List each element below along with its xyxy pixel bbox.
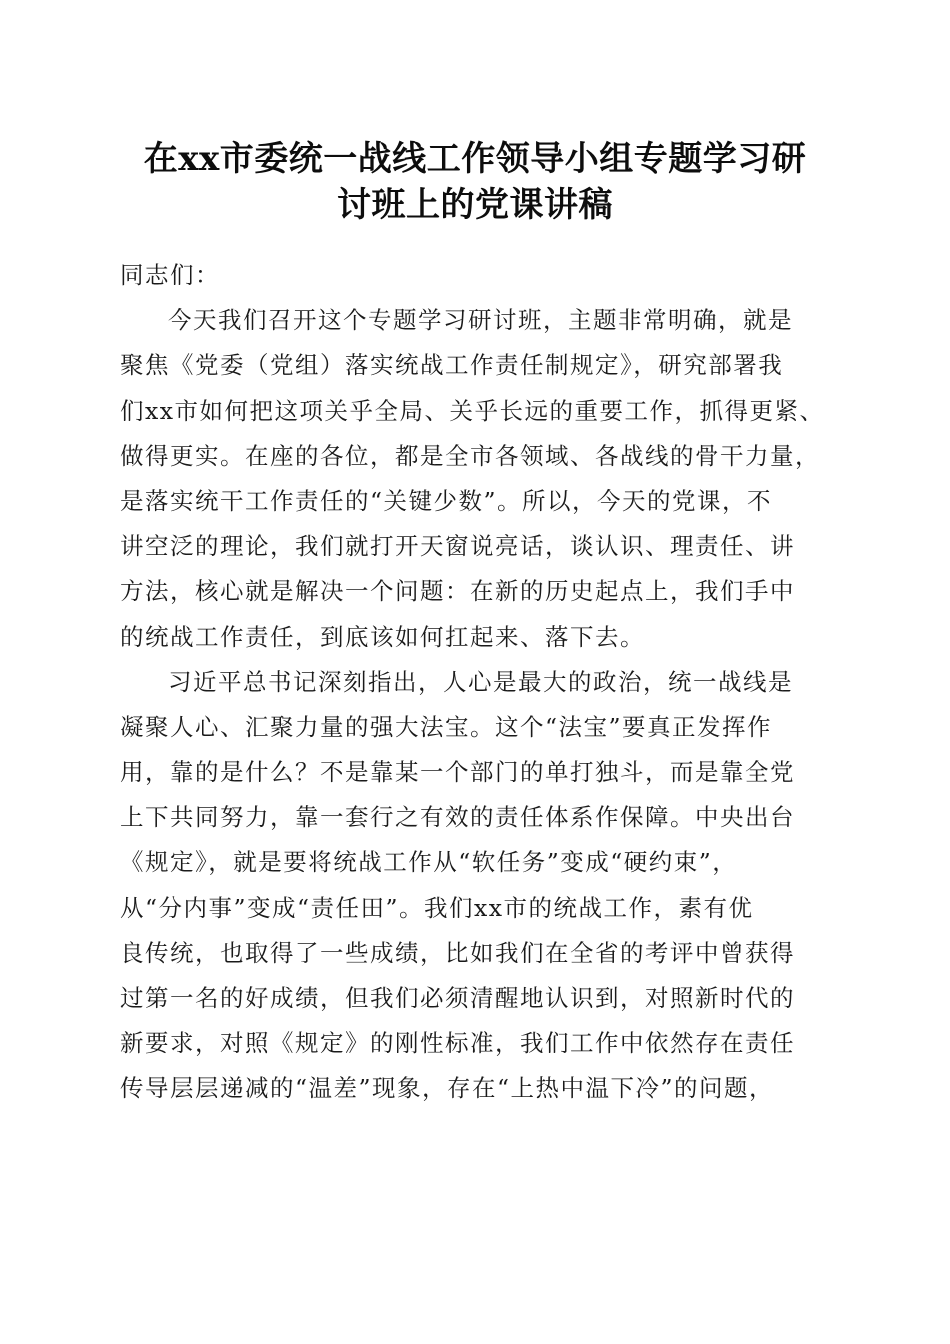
paragraph-1-line: 的统战工作责任，到底该如何扛起来、落下去。 xyxy=(120,622,645,651)
document-body xyxy=(120,253,830,1112)
paragraph-1-line: 是落实统干工作责任的“关键少数”。所以，今天的党课，不 xyxy=(120,486,773,515)
paragraph-1-line: 今天我们召开这个专题学习研讨班，主题非常明确，就是 xyxy=(168,306,793,335)
paragraph-2-line: 从“分内事”变成“责任田”。我们xx市的统战工作，素有优 xyxy=(120,893,754,922)
paragraph-2-line: 过第一名的好成绩，但我们必须清醒地认识到，对照新时代的 xyxy=(120,984,795,1012)
paragraph-1-line: 聚焦《党委（党组）落实统战工作责任制规定》，研究部署我 xyxy=(120,351,784,380)
paragraph-2-line: 良传统，也取得了一些成绩，比如我们在全省的考评中曾获得 xyxy=(120,938,795,967)
paragraph-1-line: 讲空泛的理论，我们就打开天窗说亮话，谈认识、理责任、讲 xyxy=(120,532,795,561)
paragraph-1-line: 方法，核心就是解决一个问题：在新的历史起点上，我们手中 xyxy=(120,577,795,606)
title-line-2: 讨班上的党课讲稿 xyxy=(337,185,613,225)
paragraph-2-line: 新要求，对照《规定》的刚性标准，我们工作中依然存在责任 xyxy=(120,1029,795,1058)
salutation: 同志们： xyxy=(120,261,220,289)
paragraph-2-line: 传导层层递减的“温差”现象，存在“上热中温下冷”的问题， xyxy=(120,1074,775,1103)
document-title xyxy=(110,136,840,228)
paragraph-2-line: 《规定》，就是要将统战工作从“软任务”变成“硬约束”， xyxy=(120,848,738,877)
paragraph-1-line: 做得更实。在座的各位，都是全市各领域、各战线的骨干力量， xyxy=(120,441,820,470)
paragraph-2-line: 凝聚人心、汇聚力量的强大法宝。这个“法宝”要真正发挥作 xyxy=(120,712,773,741)
paragraph-2-line: 习近平总书记深刻指出，人心是最大的政治，统一战线是 xyxy=(168,667,793,696)
title-line-1: 在xx市委统一战线工作领导小组专题学习研 xyxy=(143,139,807,179)
paragraph-1-line: 们xx市如何把这项关乎全局、关乎长远的重要工作，抓得更紧、 xyxy=(120,396,825,425)
paragraph-2-line: 用，靠的是什么？不是靠某一个部门的单打独斗，而是靠全党 xyxy=(120,758,795,787)
paragraph-2-line: 上下共同努力，靠一套行之有效的责任体系作保障。中央出台 xyxy=(120,803,795,832)
